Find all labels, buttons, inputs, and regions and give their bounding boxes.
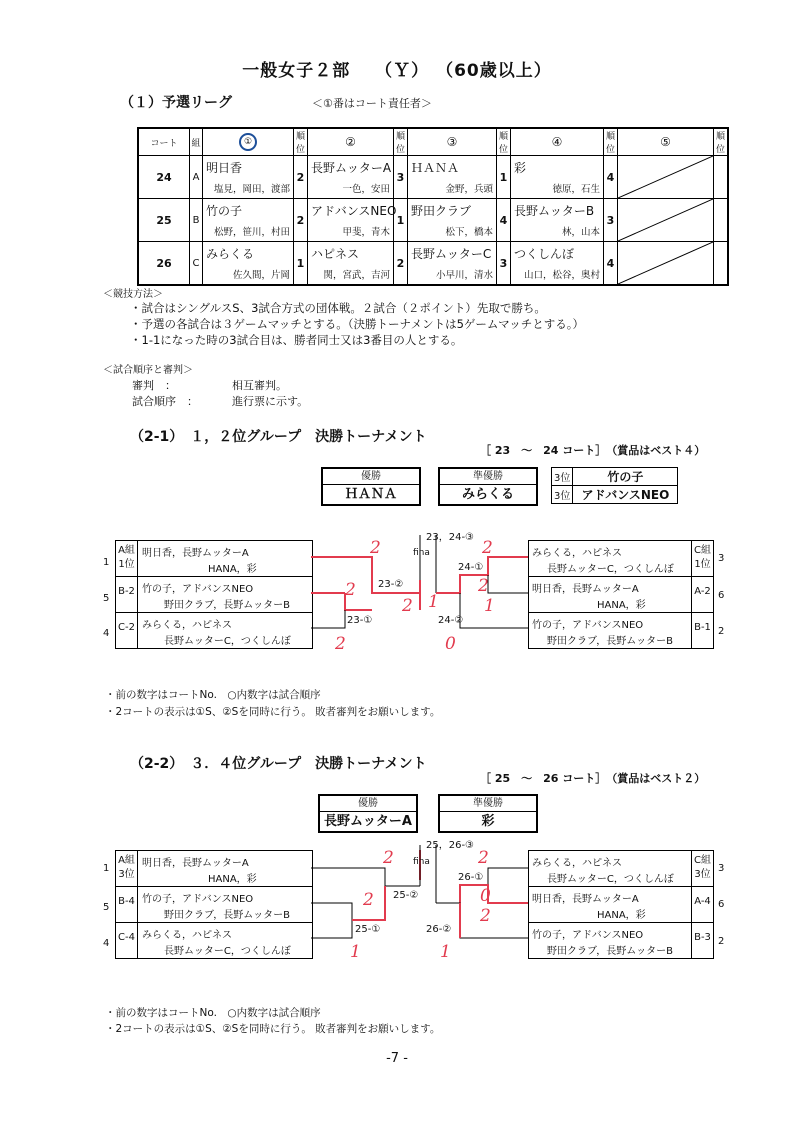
entry-line-1: 明日香，長野ムッターA: [142, 858, 249, 869]
page-number: -7 -: [386, 1051, 408, 1066]
team-name: 彩: [514, 161, 527, 175]
page-title: 一般女子２部 （Ｙ） （60歳以上）: [242, 61, 552, 81]
hdr-group: 組: [190, 128, 203, 156]
t1-match-label: 24-②: [438, 615, 464, 626]
side-number: 2: [718, 626, 725, 637]
team-members: 関，宮武，吉河: [323, 270, 390, 281]
group-letter: B: [190, 199, 203, 242]
runnerup-name: 彩: [481, 814, 495, 829]
entry-seed: B-3: [691, 923, 713, 958]
entry-seed: C-2: [116, 613, 138, 648]
seed-label: A組: [118, 855, 135, 866]
winner-name: 長野ムッターA: [324, 814, 412, 829]
t1-match-label: 24-①: [458, 562, 484, 573]
runnerup-label: 準優勝: [440, 796, 536, 812]
seed-label: C組: [694, 545, 711, 556]
team-members: 山口，松谷，奥村: [523, 270, 600, 281]
t2-note: ・前の数字はコートNo. ○内数字は試合順序: [105, 1007, 321, 1019]
team-rank: 3: [497, 242, 511, 286]
winner-label: 優勝: [320, 796, 416, 812]
rules-item: ・試合はシングルスS、3試合方式の団体戦。２試合（２ポイント）先取で勝ち。: [130, 301, 546, 315]
hdr-rank-1: 順位: [294, 128, 308, 156]
score-mark: 1: [440, 942, 451, 962]
team-name: 長野ムッターA: [311, 161, 392, 175]
court-number: 25: [138, 199, 190, 242]
team-members: 松下，橋本: [445, 227, 493, 238]
hdr-rank-4: 順位: [604, 128, 618, 156]
third-label: 3位: [552, 486, 573, 504]
hdr-team-5: ⑤: [618, 128, 714, 156]
entry-line-1: 竹の子，アドバンスNEO: [142, 894, 254, 905]
t2-courts: ［ 25 ～ 26 コート］ （賞品はベスト２）: [480, 772, 706, 785]
seed-label: C組: [694, 855, 711, 866]
entry-seed: C-4: [116, 923, 138, 958]
entry-line-1: みらくる，ハピネス: [532, 548, 622, 559]
team-rank: 2: [294, 156, 308, 199]
score-mark: 1: [484, 596, 495, 616]
referee-value: 相互審判。: [232, 379, 287, 392]
entry-line-2: 長野ムッターC，つくしんぼ: [547, 564, 674, 575]
rules-item: ・予選の各試合は３ゲームマッチとする。（決勝トーナメントは5ゲームマッチとする。）: [130, 317, 584, 331]
t1-courts: ［ 23 ～ 24 コート］ （賞品はベスト４）: [480, 444, 706, 457]
team-members: 松野，笹川，村田: [213, 227, 290, 238]
team-name: つくしんぼ: [514, 247, 575, 261]
order-value: 進行票に示す。: [232, 395, 309, 408]
seed-label: A組: [118, 545, 135, 556]
t2-match-label: 26-①: [458, 872, 484, 883]
team-rank: 4: [604, 242, 618, 286]
hdr-rank-3: 順位: [497, 128, 511, 156]
entry-line-2: HANA，彩: [597, 910, 646, 921]
team-members: 金野，兵頭: [445, 184, 493, 195]
entry-seed: B-2: [116, 577, 138, 612]
t2-note: ・2コートの表示は①S、②Sを同時に行う。 敗者審判をお願いします。: [105, 1023, 441, 1035]
entry-line-2: 長野ムッターC，つくしんぼ: [547, 874, 674, 885]
t2-match-label: 25-①: [355, 924, 381, 935]
score-mark: 2: [335, 634, 346, 654]
t2-final-match-label: 25，26-③: [426, 840, 475, 851]
team-rank: 1: [497, 156, 511, 199]
rules-item: ・1-1になった時の3試合目は、勝者同士又は3番目の人とする。: [130, 333, 463, 347]
entry-line-2: 野田クラブ，長野ムッターB: [164, 600, 290, 611]
side-number: 5: [103, 902, 110, 913]
side-number: 2: [718, 936, 725, 947]
entry-line-2: 長野ムッターC，つくしんぼ: [164, 636, 291, 647]
side-number: 5: [103, 593, 110, 604]
side-number: 3: [718, 863, 725, 874]
team-rank: 4: [604, 156, 618, 199]
team-members: 佐久間，片岡: [232, 270, 290, 281]
team-members: 林，山本: [561, 227, 600, 238]
score-mark: 2: [383, 848, 394, 868]
side-number: 4: [103, 628, 110, 639]
entry-seed: A-4: [691, 887, 713, 922]
team-members: 徳原，石生: [552, 184, 600, 195]
seed-rank: 3位: [118, 869, 135, 880]
t1-heading: （2-1） １，２位グループ 決勝トーナメント: [130, 429, 427, 445]
team-name: アドバンスNEO: [311, 204, 397, 218]
rules-heading: ＜競技方法＞: [103, 289, 163, 300]
score-mark: 2: [345, 580, 356, 600]
t1-note: ・2コートの表示は①S、②Sを同時に行う。 敗者審判をお願いします。: [105, 706, 441, 718]
entry-line-1: 明日香，長野ムッターA: [532, 584, 639, 595]
team-rank: 1: [294, 242, 308, 286]
hdr-court: コート: [138, 128, 190, 156]
t2-match-label: 25-②: [393, 890, 419, 901]
prelim-heading: （１）予選リーグ: [120, 95, 232, 111]
team-name: 長野ムッターC: [411, 247, 492, 261]
side-number: 6: [718, 899, 725, 910]
t2-final-label: fina: [413, 857, 430, 867]
entry-line-2: HANA，彩: [208, 564, 257, 575]
t1-match-label: 23-②: [378, 579, 404, 590]
team-rank: 4: [497, 199, 511, 242]
hdr-rank-2: 順位: [394, 128, 408, 156]
team-name: ＨＡＮＡ: [411, 161, 460, 175]
runnerup-name: みらくる: [461, 487, 514, 502]
t1-note: ・前の数字はコートNo. ○内数字は試合順序: [105, 689, 321, 701]
entry-line-2: HANA，彩: [208, 874, 257, 885]
seed-rank: 3位: [694, 869, 711, 880]
team-members: 塩見，岡田，渡部: [213, 184, 290, 195]
team-rank: 2: [294, 199, 308, 242]
entry-line-2: HANA，彩: [597, 600, 646, 611]
third-name: 竹の子: [573, 468, 678, 486]
team-name: 長野ムッターB: [514, 204, 595, 218]
team-name: 明日香: [206, 161, 243, 175]
t1-final-match-label: 23，24-③: [426, 532, 475, 543]
team-name: 竹の子: [206, 204, 243, 218]
team-rank: 3: [394, 156, 408, 199]
third-name: アドバンスNEO: [573, 486, 678, 504]
side-number: 6: [718, 590, 725, 601]
entry-seed: B-4: [116, 887, 138, 922]
hdr-team-4: ④: [511, 128, 604, 156]
entry-line-1: みらくる，ハピネス: [142, 930, 232, 941]
t2-match-label: 26-②: [426, 924, 452, 935]
entry-line-2: 野田クラブ，長野ムッターB: [547, 636, 673, 647]
entry-line-1: 明日香，長野ムッターA: [142, 548, 249, 559]
side-number: 4: [103, 938, 110, 949]
score-mark: 2: [478, 576, 489, 596]
team-name: みらくる: [206, 247, 255, 261]
t2-right-red-path: [460, 885, 528, 903]
team-name: ハピネス: [311, 247, 360, 261]
prelim-note: ＜①番はコート責任者＞: [312, 97, 432, 110]
winner-name: ＨＡＮＡ: [344, 487, 397, 502]
winner-label: 優勝: [323, 469, 419, 485]
order-label: 試合順序 ：: [132, 395, 198, 408]
t2-left-path-a: [311, 868, 420, 886]
score-mark: 0: [480, 886, 491, 906]
team-members: 一色，安田: [342, 184, 390, 195]
hdr-team-3: ③: [408, 128, 497, 156]
hdr-rank-5: 順位: [714, 128, 729, 156]
seed-rank: 1位: [694, 559, 711, 570]
score-mark: 2: [478, 848, 489, 868]
entry-line-1: 竹の子，アドバンスNEO: [532, 620, 644, 631]
team-rank: 1: [394, 199, 408, 242]
entry-line-1: みらくる，ハピネス: [532, 858, 622, 869]
score-mark: 0: [445, 634, 456, 654]
court-number: 26: [138, 242, 190, 286]
group-letter: C: [190, 242, 203, 286]
t2-heading: （2-2） ３．４位グループ 決勝トーナメント: [130, 756, 427, 772]
t1-match-label: 23-①: [347, 615, 373, 626]
group-letter: A: [190, 156, 203, 199]
t2-right-path-a: [488, 868, 528, 903]
entry-line-1: 竹の子，アドバンスNEO: [142, 584, 254, 595]
entry-line-1: 明日香，長野ムッターA: [532, 894, 639, 905]
entry-line-2: 野田クラブ，長野ムッターB: [547, 946, 673, 957]
score-mark: 1: [350, 942, 361, 962]
team-members: 甲斐，青木: [342, 227, 390, 238]
score-mark: 2: [370, 538, 381, 558]
entry-line-1: 竹の子，アドバンスNEO: [532, 930, 644, 941]
score-mark: 2: [480, 906, 491, 926]
hdr-team-2: ②: [308, 128, 394, 156]
entry-line-2: 野田クラブ，長野ムッターB: [164, 910, 290, 921]
t2-left-path-c: [311, 920, 352, 938]
score-mark: 2: [482, 538, 493, 558]
entry-seed: B-1: [691, 613, 713, 648]
team-members: 小早川，清水: [435, 270, 493, 281]
t1-final-label: fina: [413, 548, 430, 558]
entry-line-2: 長野ムッターC，つくしんぼ: [164, 946, 291, 957]
side-number: 1: [103, 863, 110, 874]
score-mark: 2: [402, 596, 413, 616]
team-name: 野田クラブ: [411, 204, 472, 218]
court-lead-circle-icon: ①: [239, 133, 257, 151]
team-rank: 3: [604, 199, 618, 242]
order-heading: ＜試合順序と審判＞: [103, 365, 193, 376]
court-number: 24: [138, 156, 190, 199]
entry-line-1: みらくる，ハピネス: [142, 620, 232, 631]
side-number: 3: [718, 553, 725, 564]
seed-rank: 1位: [118, 559, 135, 570]
third-label: 3位: [552, 468, 573, 486]
runnerup-label: 準優勝: [440, 469, 536, 485]
team-rank: 2: [394, 242, 408, 286]
score-mark: 2: [363, 890, 374, 910]
score-mark: 1: [428, 592, 439, 612]
referee-label: 審判 ：: [132, 379, 176, 392]
entry-seed: A-2: [691, 577, 713, 612]
side-number: 1: [103, 557, 110, 568]
